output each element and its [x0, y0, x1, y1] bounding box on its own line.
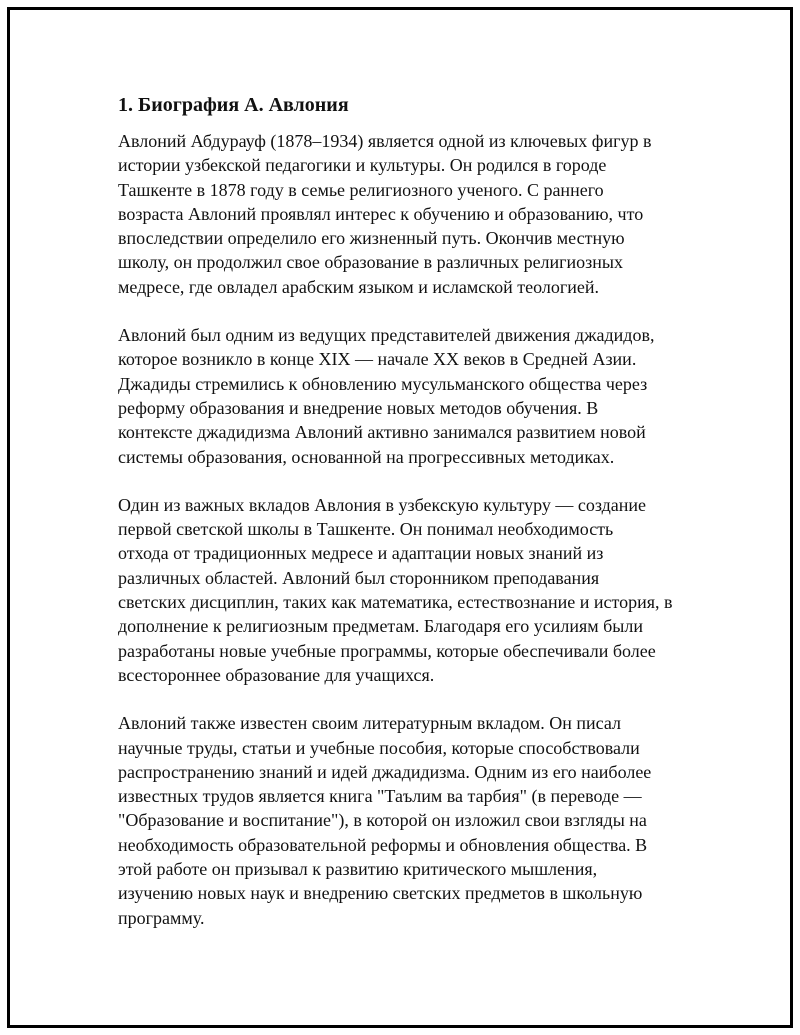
paragraph-line: медресе, где овладел арабским языком и исламской теологией.	[118, 276, 599, 297]
paragraph-line: школу, он продолжил свое образование в различных религиозных	[118, 252, 624, 273]
paragraph-line: Один из важных вкладов Авлония в узбекскую культуру — создание	[118, 494, 647, 515]
document-body	[118, 92, 698, 954]
paragraph-line: дополнение к религиозным предметам. Благодаря его усилиям были	[118, 616, 644, 637]
paragraph-4	[118, 711, 698, 930]
paragraph-line: отхода от традиционных медресе и адаптации новых знаний из	[118, 543, 604, 564]
paragraph-line: истории узбекской педагогики и культуры. Он родился в городе	[118, 155, 607, 176]
paragraph-line: распространению знаний и идей джадидизма. Одним из его наиболее	[118, 761, 652, 782]
paragraph-line: впоследствии определило его жизненный путь. Окончив местную	[118, 228, 625, 249]
paragraph-line: контексте джадидизма Авлоний активно занимался развитием новой	[118, 422, 646, 443]
paragraph-line: известных трудов является книга "Таълим ва тарбия" (в переводе —	[118, 786, 642, 807]
paragraph-line: необходимость образовательной реформы и обновления общества. В	[118, 834, 648, 855]
paragraph-line: первой светской школы в Ташкенте. Он понимал необходимость	[118, 519, 614, 540]
paragraph-line: которое возникло в конце XIX — начале XX веков в Средней Азии.	[118, 349, 637, 370]
paragraph-line: Авлоний также известен своим литературным вкладом. Он писал	[118, 713, 621, 734]
paragraph-line: разработаны новые учебные программы, которые обеспечивали более	[118, 640, 656, 661]
paragraph-line: Джадиды стремились к обновлению мусульманского общества через	[118, 373, 648, 394]
paragraph-3	[118, 493, 698, 687]
paragraph-line: всестороннее образование для учащихся.	[118, 664, 435, 685]
paragraph-line: Ташкенте в 1878 году в семье религиозного ученого. С раннего	[118, 179, 604, 200]
paragraph-line: светских дисциплин, таких как математика, естествознание и история, в	[118, 592, 673, 613]
paragraph-line: различных областей. Авлоний был сторонником преподавания	[118, 567, 600, 588]
paragraph-line: Авлоний был одним из ведущих представителей движения джадидов,	[118, 325, 655, 346]
paragraph-line: реформу образования и внедрение новых методов обучения. В	[118, 397, 599, 418]
paragraph-line: системы образования, основанной на прогрессивных методиках.	[118, 446, 615, 467]
paragraph-line: научные труды, статьи и учебные пособия, которые способствовали	[118, 737, 640, 758]
section-heading: 1. Биография А. Авлония	[118, 94, 349, 116]
paragraph-line: этой работе он призывал к развитию критического мышления,	[118, 859, 598, 880]
paragraph-line: "Образование и воспитание"), в которой он изложил свои взгляды на	[118, 810, 647, 831]
paragraph-line: изучению новых наук и внедрению светских предметов в школьную	[118, 883, 643, 904]
paragraph-2	[118, 323, 698, 469]
paragraph-line: возраста Авлоний проявлял интерес к обучению и образованию, что	[118, 203, 644, 224]
paragraph-1	[118, 129, 698, 299]
paragraph-line: программу.	[118, 907, 205, 928]
paragraph-line: Авлоний Абдурауф (1878–1934) является одной из ключевых фигур в	[118, 131, 652, 151]
